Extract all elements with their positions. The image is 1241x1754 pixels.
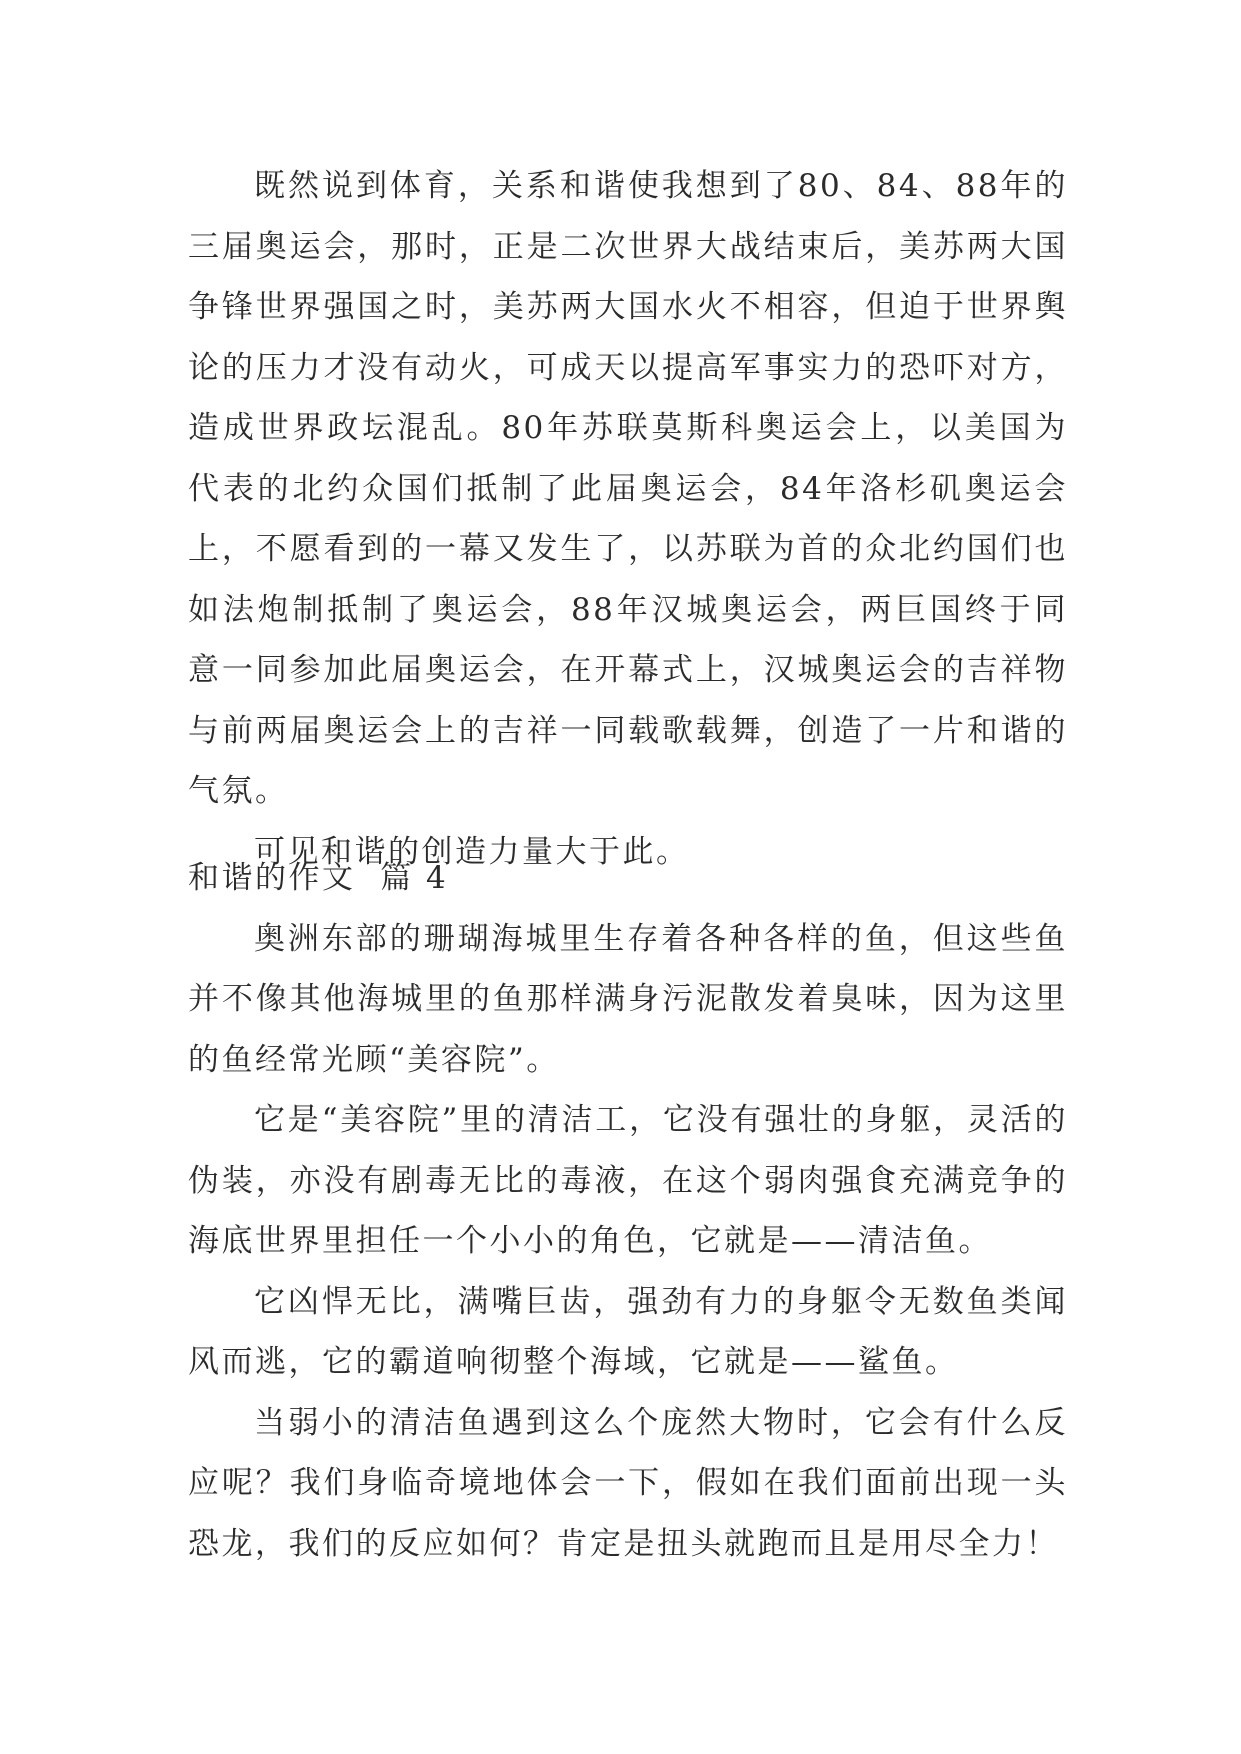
paragraph-shark: 它凶悍无比，满嘴巨齿，强劲有力的身躯令无数鱼类闻风而逃，它的霸道响彻整个海域，它就是——鲨鱼。: [188, 1283, 1068, 1380]
paragraph-reaction: 当弱小的清洁鱼遇到这么个庞然大物时，它会有什么反应呢？我们身临奇境地体会一下，假如在我们面前出现一头恐龙，我们的反应如何？肯定是扭头就跑而且是用尽全力！: [188, 1404, 1068, 1562]
paragraph-coral-sea: 奥洲东部的珊瑚海城里生存着各种各样的鱼，但这些鱼并不像其他海城里的鱼那样满身污泥散发着臭味，因为这里的鱼经常光顾“美容院”。: [188, 920, 1068, 1078]
section-heading: 和谐的作文 篇 4: [188, 860, 449, 896]
paragraph-cleaner-fish: 它是“美容院”里的清洁工，它没有强壮的身躯，灵活的伪装，亦没有剧毒无比的毒液，在这个弱肉强食充满竞争的海底世界里担任一个小小的角色，它就是——清洁鱼。: [188, 1102, 1068, 1259]
essay-text-block-2: [188, 848, 1068, 1574]
essay-text-block-1: [188, 156, 1068, 882]
paragraph-conclusion: 可见和谐的创造力量大于此。: [254, 833, 690, 870]
paragraph-olympics: 既然说到体育，关系和谐使我想到了80、84、88年的三届奥运会，那时，正是二次世界大战结束后，美苏两大国争锋世界强国之时，美苏两大国水火不相容，但迫于世界舆论的压力才没有动火，可成天以提高军事实力的恐吓对方，造成世界政坛混乱。80年苏联莫斯科奥运会上，以美国为代表的北约众国们抵制了此届奥运会，84年洛杉矶奥运会上，不愿看到的一幕又发生了，以苏联为首的众北约国们也如法炮制抵制了奥运会，88年汉城奥运会，两巨国终于同意一同参加此届奥运会，在开幕式上，汉城奥运会的吉祥物与前两届奥运会上的吉祥一同载歌载舞，创造了一片和谐的气氛。: [188, 168, 1068, 809]
